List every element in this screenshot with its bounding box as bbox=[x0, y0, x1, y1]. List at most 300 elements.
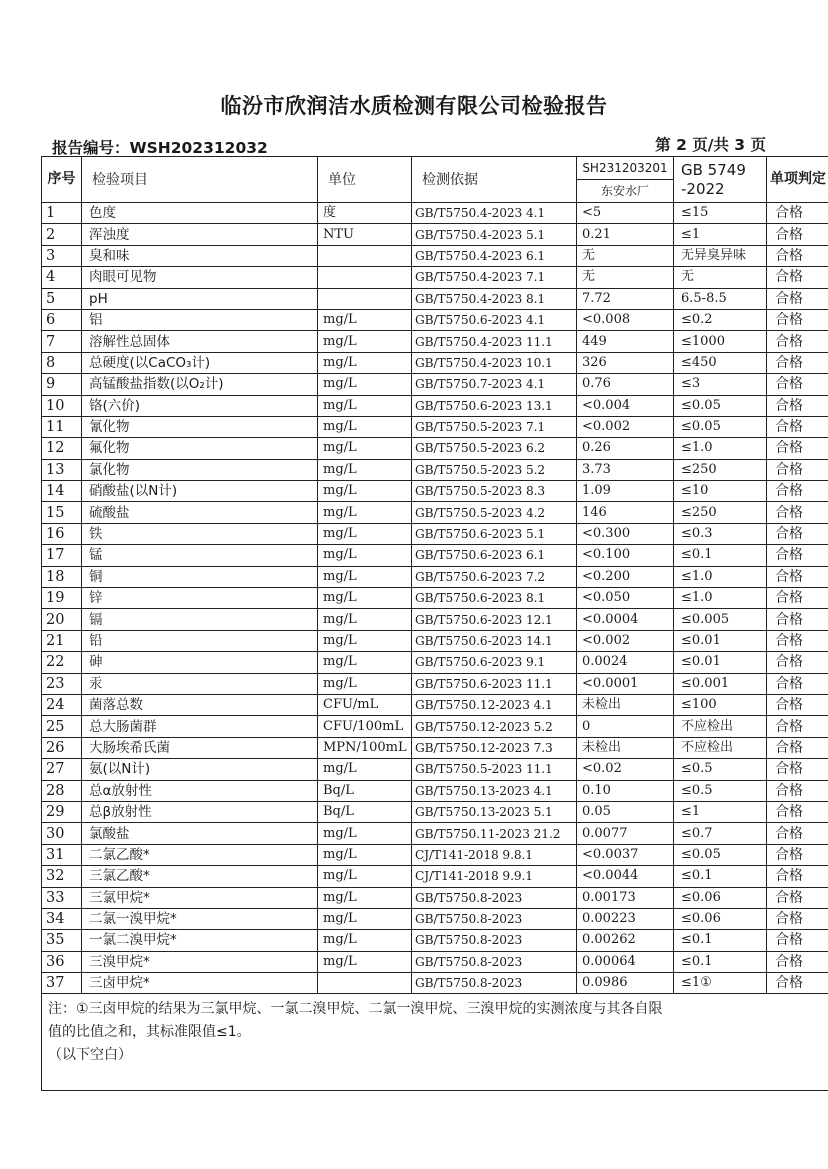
cell-judge: 合格 bbox=[767, 737, 828, 758]
cell-item: 铬(六价) bbox=[82, 395, 318, 416]
cell-unit: mg/L bbox=[318, 930, 412, 951]
cell-seq: 32 bbox=[42, 866, 82, 887]
cell-seq: 15 bbox=[42, 502, 82, 523]
cell-judge: 合格 bbox=[767, 887, 828, 908]
cell-item: 总α放射性 bbox=[82, 780, 318, 801]
cell-item: 锌 bbox=[82, 588, 318, 609]
note-line-3: （以下空白） bbox=[48, 1047, 132, 1064]
table-row bbox=[42, 502, 828, 523]
cell-basis: GB/T5750.4-2023 11.1 bbox=[412, 331, 577, 352]
cell-result: <0.0004 bbox=[577, 609, 674, 630]
cell-seq: 13 bbox=[42, 459, 82, 480]
cell-basis: GB/T5750.8-2023 bbox=[412, 887, 577, 908]
cell-judge: 合格 bbox=[767, 652, 828, 673]
cell-unit: mg/L bbox=[318, 331, 412, 352]
cell-limit: ≤3 bbox=[674, 374, 767, 395]
cell-limit: ≤0.05 bbox=[674, 416, 767, 437]
table-row bbox=[42, 844, 828, 865]
cell-result: 0.00173 bbox=[577, 887, 674, 908]
table-row bbox=[42, 759, 828, 780]
cell-result: 无 bbox=[577, 267, 674, 288]
cell-basis: GB/T5750.4-2023 8.1 bbox=[412, 288, 577, 309]
cell-item: 色度 bbox=[82, 203, 318, 224]
cell-limit: ≤450 bbox=[674, 352, 767, 373]
cell-item: 三卤甲烷* bbox=[82, 973, 318, 994]
cell-seq: 14 bbox=[42, 481, 82, 502]
cell-judge: 合格 bbox=[767, 588, 828, 609]
cell-judge: 合格 bbox=[767, 374, 828, 395]
cell-result: <0.0001 bbox=[577, 673, 674, 694]
cell-unit: CFU/mL bbox=[318, 694, 412, 715]
cell-unit: mg/L bbox=[318, 545, 412, 566]
cell-unit: mg/L bbox=[318, 652, 412, 673]
header-standard bbox=[674, 157, 767, 203]
cell-judge: 合格 bbox=[767, 331, 828, 352]
cell-judge: 合格 bbox=[767, 545, 828, 566]
table-row bbox=[42, 866, 828, 887]
table-row bbox=[42, 395, 828, 416]
cell-result: 0.00064 bbox=[577, 951, 674, 972]
cell-item: 锰 bbox=[82, 545, 318, 566]
cell-basis: GB/T5750.4-2023 10.1 bbox=[412, 352, 577, 373]
cell-judge: 合格 bbox=[767, 459, 828, 480]
cell-item: 总大肠菌群 bbox=[82, 716, 318, 737]
cell-unit bbox=[318, 267, 412, 288]
cell-limit: ≤250 bbox=[674, 459, 767, 480]
cell-result: <0.008 bbox=[577, 309, 674, 330]
table-row bbox=[42, 245, 828, 266]
cell-item: 氯酸盐 bbox=[82, 823, 318, 844]
cell-result: 0.00223 bbox=[577, 908, 674, 929]
report-number: 报告编号：WSH202312032 bbox=[52, 139, 268, 157]
cell-item: 三氯甲烷* bbox=[82, 887, 318, 908]
cell-unit: mg/L bbox=[318, 951, 412, 972]
cell-item: 三溴甲烷* bbox=[82, 951, 318, 972]
cell-limit: ≤1.0 bbox=[674, 588, 767, 609]
note-line-2: 值的比值之和，其标准限值≤1。 bbox=[48, 1024, 251, 1041]
cell-result: 未检出 bbox=[577, 737, 674, 758]
cell-unit: mg/L bbox=[318, 416, 412, 437]
cell-limit: ≤0.06 bbox=[674, 887, 767, 908]
cell-unit: 度 bbox=[318, 203, 412, 224]
cell-judge: 合格 bbox=[767, 566, 828, 587]
cell-basis: GB/T5750.4-2023 6.1 bbox=[412, 245, 577, 266]
cell-seq: 25 bbox=[42, 716, 82, 737]
note-row bbox=[42, 994, 828, 1091]
cell-seq: 30 bbox=[42, 823, 82, 844]
table-row bbox=[42, 887, 828, 908]
cell-limit: 不应检出 bbox=[674, 737, 767, 758]
cell-judge: 合格 bbox=[767, 481, 828, 502]
cell-basis: GB/T5750.6-2023 13.1 bbox=[412, 395, 577, 416]
cell-result: <0.300 bbox=[577, 523, 674, 544]
cell-limit: ≤1 bbox=[674, 801, 767, 822]
table-row bbox=[42, 780, 828, 801]
cell-basis: GB/T5750.6-2023 4.1 bbox=[412, 309, 577, 330]
cell-judge: 合格 bbox=[767, 352, 828, 373]
cell-seq: 20 bbox=[42, 609, 82, 630]
cell-basis: GB/T5750.6-2023 9.1 bbox=[412, 652, 577, 673]
header-sample-name: 东安水厂 bbox=[577, 180, 674, 203]
cell-unit: mg/L bbox=[318, 374, 412, 395]
table-row bbox=[42, 673, 828, 694]
cell-judge: 合格 bbox=[767, 780, 828, 801]
cell-result: 0.0077 bbox=[577, 823, 674, 844]
cell-unit: mg/L bbox=[318, 759, 412, 780]
cell-limit: ≤0.001 bbox=[674, 673, 767, 694]
table-row bbox=[42, 908, 828, 929]
cell-seq: 17 bbox=[42, 545, 82, 566]
cell-limit: 6.5-8.5 bbox=[674, 288, 767, 309]
cell-result: 3.73 bbox=[577, 459, 674, 480]
cell-limit: ≤1① bbox=[674, 973, 767, 994]
cell-limit: ≤10 bbox=[674, 481, 767, 502]
cell-unit: mg/L bbox=[318, 523, 412, 544]
cell-limit: 无异臭异味 bbox=[674, 245, 767, 266]
cell-judge: 合格 bbox=[767, 823, 828, 844]
cell-judge: 合格 bbox=[767, 224, 828, 245]
cell-item: 臭和味 bbox=[82, 245, 318, 266]
cell-limit: ≤250 bbox=[674, 502, 767, 523]
cell-limit: ≤1.0 bbox=[674, 566, 767, 587]
table-row bbox=[42, 973, 828, 994]
cell-result: 1.09 bbox=[577, 481, 674, 502]
cell-basis: GB/T5750.5-2023 6.2 bbox=[412, 438, 577, 459]
cell-seq: 2 bbox=[42, 224, 82, 245]
cell-unit: mg/L bbox=[318, 352, 412, 373]
cell-judge: 合格 bbox=[767, 630, 828, 651]
cell-judge: 合格 bbox=[767, 267, 828, 288]
results-body bbox=[42, 203, 828, 994]
cell-unit: mg/L bbox=[318, 395, 412, 416]
cell-limit: ≤0.5 bbox=[674, 780, 767, 801]
cell-item: 菌落总数 bbox=[82, 694, 318, 715]
cell-result: <0.0037 bbox=[577, 844, 674, 865]
cell-unit: mg/L bbox=[318, 630, 412, 651]
cell-result: 无 bbox=[577, 245, 674, 266]
table-row bbox=[42, 481, 828, 502]
cell-unit: mg/L bbox=[318, 844, 412, 865]
table-row bbox=[42, 523, 828, 544]
cell-seq: 23 bbox=[42, 673, 82, 694]
results-table bbox=[41, 156, 828, 1091]
cell-item: 镉 bbox=[82, 609, 318, 630]
cell-basis: GB/T5750.5-2023 5.2 bbox=[412, 459, 577, 480]
cell-judge: 合格 bbox=[767, 801, 828, 822]
cell-unit: mg/L bbox=[318, 309, 412, 330]
table-row bbox=[42, 588, 828, 609]
table-row bbox=[42, 374, 828, 395]
cell-item: 铝 bbox=[82, 309, 318, 330]
table-row bbox=[42, 930, 828, 951]
header-unit: 单位 bbox=[318, 157, 412, 203]
cell-judge: 合格 bbox=[767, 416, 828, 437]
cell-judge: 合格 bbox=[767, 844, 828, 865]
cell-limit: ≤0.1 bbox=[674, 951, 767, 972]
cell-seq: 3 bbox=[42, 245, 82, 266]
cell-unit bbox=[318, 245, 412, 266]
cell-seq: 18 bbox=[42, 566, 82, 587]
cell-limit: ≤0.005 bbox=[674, 609, 767, 630]
table-row bbox=[42, 716, 828, 737]
cell-seq: 22 bbox=[42, 652, 82, 673]
cell-limit: ≤0.06 bbox=[674, 908, 767, 929]
cell-judge: 合格 bbox=[767, 908, 828, 929]
table-row bbox=[42, 309, 828, 330]
cell-result: 0.0024 bbox=[577, 652, 674, 673]
cell-basis: GB/T5750.5-2023 4.2 bbox=[412, 502, 577, 523]
cell-unit: Bq/L bbox=[318, 780, 412, 801]
cell-judge: 合格 bbox=[767, 395, 828, 416]
cell-basis: GB/T5750.6-2023 7.2 bbox=[412, 566, 577, 587]
cell-unit: NTU bbox=[318, 224, 412, 245]
cell-seq: 28 bbox=[42, 780, 82, 801]
cell-seq: 4 bbox=[42, 267, 82, 288]
table-row bbox=[42, 288, 828, 309]
cell-unit: mg/L bbox=[318, 673, 412, 694]
cell-result: 0.0986 bbox=[577, 973, 674, 994]
cell-result: 未检出 bbox=[577, 694, 674, 715]
header-standard-line1: GB 5749 bbox=[681, 160, 746, 179]
table-row bbox=[42, 459, 828, 480]
cell-item: 铜 bbox=[82, 566, 318, 587]
cell-result: <0.200 bbox=[577, 566, 674, 587]
cell-limit: ≤100 bbox=[674, 694, 767, 715]
cell-result: 0.26 bbox=[577, 438, 674, 459]
table-row bbox=[42, 630, 828, 651]
table-row bbox=[42, 438, 828, 459]
cell-judge: 合格 bbox=[767, 309, 828, 330]
cell-unit bbox=[318, 973, 412, 994]
header-basis: 检测依据 bbox=[412, 157, 577, 203]
cell-basis: GB/T5750.5-2023 7.1 bbox=[412, 416, 577, 437]
cell-item: 总硬度(以CaCO₃计) bbox=[82, 352, 318, 373]
cell-limit: ≤15 bbox=[674, 203, 767, 224]
cell-seq: 29 bbox=[42, 801, 82, 822]
table-row bbox=[42, 224, 828, 245]
table-row bbox=[42, 566, 828, 587]
cell-result: <5 bbox=[577, 203, 674, 224]
cell-unit: mg/L bbox=[318, 823, 412, 844]
cell-result: 0.10 bbox=[577, 780, 674, 801]
cell-item: 铁 bbox=[82, 523, 318, 544]
cell-limit: ≤0.2 bbox=[674, 309, 767, 330]
cell-unit: mg/L bbox=[318, 588, 412, 609]
cell-item: 砷 bbox=[82, 652, 318, 673]
cell-basis: GB/T5750.8-2023 bbox=[412, 908, 577, 929]
cell-judge: 合格 bbox=[767, 673, 828, 694]
cell-item: 硫酸盐 bbox=[82, 502, 318, 523]
cell-item: 浑浊度 bbox=[82, 224, 318, 245]
cell-seq: 8 bbox=[42, 352, 82, 373]
cell-basis: GB/T5750.5-2023 11.1 bbox=[412, 759, 577, 780]
cell-seq: 1 bbox=[42, 203, 82, 224]
table-row bbox=[42, 652, 828, 673]
cell-result: <0.002 bbox=[577, 416, 674, 437]
table-row bbox=[42, 737, 828, 758]
cell-result: <0.050 bbox=[577, 588, 674, 609]
cell-basis: GB/T5750.6-2023 6.1 bbox=[412, 545, 577, 566]
cell-judge: 合格 bbox=[767, 866, 828, 887]
cell-item: 总β放射性 bbox=[82, 801, 318, 822]
cell-basis: GB/T5750.12-2023 4.1 bbox=[412, 694, 577, 715]
cell-judge: 合格 bbox=[767, 716, 828, 737]
cell-unit: CFU/100mL bbox=[318, 716, 412, 737]
cell-result: 449 bbox=[577, 331, 674, 352]
cell-seq: 6 bbox=[42, 309, 82, 330]
cell-basis: GB/T5750.4-2023 4.1 bbox=[412, 203, 577, 224]
cell-result: 0 bbox=[577, 716, 674, 737]
table-row bbox=[42, 267, 828, 288]
cell-result: 7.72 bbox=[577, 288, 674, 309]
cell-judge: 合格 bbox=[767, 973, 828, 994]
cell-seq: 31 bbox=[42, 844, 82, 865]
cell-limit: ≤0.05 bbox=[674, 395, 767, 416]
table-row bbox=[42, 352, 828, 373]
cell-seq: 16 bbox=[42, 523, 82, 544]
cell-seq: 5 bbox=[42, 288, 82, 309]
note bbox=[42, 994, 828, 1091]
header-item: 检验项目 bbox=[82, 157, 318, 203]
cell-item: 高锰酸盐指数(以O₂计) bbox=[82, 374, 318, 395]
cell-limit: ≤0.05 bbox=[674, 844, 767, 865]
cell-item: pH bbox=[82, 288, 318, 309]
cell-basis: GB/T5750.8-2023 bbox=[412, 973, 577, 994]
cell-basis: CJ/T141-2018 9.9.1 bbox=[412, 866, 577, 887]
cell-judge: 合格 bbox=[767, 288, 828, 309]
table-row bbox=[42, 203, 828, 224]
cell-item: 一氯二溴甲烷* bbox=[82, 930, 318, 951]
cell-item: 三氯乙酸* bbox=[82, 866, 318, 887]
cell-limit: ≤0.1 bbox=[674, 930, 767, 951]
cell-judge: 合格 bbox=[767, 694, 828, 715]
cell-limit: ≤0.1 bbox=[674, 545, 767, 566]
cell-basis: CJ/T141-2018 9.8.1 bbox=[412, 844, 577, 865]
cell-unit: mg/L bbox=[318, 566, 412, 587]
cell-result: 0.05 bbox=[577, 801, 674, 822]
cell-judge: 合格 bbox=[767, 502, 828, 523]
table-row bbox=[42, 951, 828, 972]
cell-judge: 合格 bbox=[767, 930, 828, 951]
cell-item: 二氯一溴甲烷* bbox=[82, 908, 318, 929]
cell-seq: 9 bbox=[42, 374, 82, 395]
table-row bbox=[42, 801, 828, 822]
cell-result: <0.004 bbox=[577, 395, 674, 416]
cell-item: 大肠埃希氏菌 bbox=[82, 737, 318, 758]
header-judge: 单项判定 bbox=[767, 157, 828, 203]
cell-basis: GB/T5750.4-2023 5.1 bbox=[412, 224, 577, 245]
cell-judge: 合格 bbox=[767, 759, 828, 780]
cell-basis: GB/T5750.12-2023 7.3 bbox=[412, 737, 577, 758]
table-row bbox=[42, 609, 828, 630]
cell-unit: mg/L bbox=[318, 908, 412, 929]
cell-limit: 无 bbox=[674, 267, 767, 288]
cell-item: 氟化物 bbox=[82, 438, 318, 459]
cell-unit: mg/L bbox=[318, 887, 412, 908]
cell-result: <0.100 bbox=[577, 545, 674, 566]
cell-item: 氨(以N计) bbox=[82, 759, 318, 780]
cell-unit: mg/L bbox=[318, 609, 412, 630]
cell-result: 0.76 bbox=[577, 374, 674, 395]
cell-judge: 合格 bbox=[767, 609, 828, 630]
table-row bbox=[42, 545, 828, 566]
cell-basis: GB/T5750.7-2023 4.1 bbox=[412, 374, 577, 395]
cell-basis: GB/T5750.11-2023 21.2 bbox=[412, 823, 577, 844]
cell-seq: 35 bbox=[42, 930, 82, 951]
cell-item: 氰化物 bbox=[82, 416, 318, 437]
cell-limit: ≤0.5 bbox=[674, 759, 767, 780]
cell-basis: GB/T5750.8-2023 bbox=[412, 930, 577, 951]
header-sample-id: SH231203201 bbox=[577, 157, 674, 180]
table-row bbox=[42, 416, 828, 437]
header-row-1 bbox=[42, 157, 828, 180]
cell-judge: 合格 bbox=[767, 523, 828, 544]
cell-seq: 37 bbox=[42, 973, 82, 994]
cell-basis: GB/T5750.4-2023 7.1 bbox=[412, 267, 577, 288]
cell-limit: ≤0.01 bbox=[674, 630, 767, 651]
cell-item: 二氯乙酸* bbox=[82, 844, 318, 865]
cell-result: 146 bbox=[577, 502, 674, 523]
cell-judge: 合格 bbox=[767, 951, 828, 972]
cell-seq: 36 bbox=[42, 951, 82, 972]
cell-basis: GB/T5750.6-2023 11.1 bbox=[412, 673, 577, 694]
cell-limit: ≤0.01 bbox=[674, 652, 767, 673]
cell-seq: 34 bbox=[42, 908, 82, 929]
cell-seq: 11 bbox=[42, 416, 82, 437]
cell-result: <0.002 bbox=[577, 630, 674, 651]
cell-unit: MPN/100mL bbox=[318, 737, 412, 758]
cell-judge: 合格 bbox=[767, 438, 828, 459]
header-standard-line2: -2022 bbox=[681, 179, 725, 198]
cell-unit: mg/L bbox=[318, 866, 412, 887]
cell-unit: mg/L bbox=[318, 459, 412, 480]
cell-basis: GB/T5750.12-2023 5.2 bbox=[412, 716, 577, 737]
table-row bbox=[42, 694, 828, 715]
cell-item: 氯化物 bbox=[82, 459, 318, 480]
page-indicator: 第 2 页/共 3 页 bbox=[655, 136, 766, 154]
cell-seq: 27 bbox=[42, 759, 82, 780]
cell-judge: 合格 bbox=[767, 203, 828, 224]
cell-basis: GB/T5750.8-2023 bbox=[412, 951, 577, 972]
cell-seq: 7 bbox=[42, 331, 82, 352]
cell-unit: mg/L bbox=[318, 438, 412, 459]
cell-limit: ≤1000 bbox=[674, 331, 767, 352]
cell-judge: 合格 bbox=[767, 245, 828, 266]
cell-basis: GB/T5750.6-2023 8.1 bbox=[412, 588, 577, 609]
cell-basis: GB/T5750.13-2023 4.1 bbox=[412, 780, 577, 801]
cell-item: 汞 bbox=[82, 673, 318, 694]
table-row bbox=[42, 823, 828, 844]
cell-item: 铅 bbox=[82, 630, 318, 651]
cell-basis: GB/T5750.6-2023 5.1 bbox=[412, 523, 577, 544]
cell-result: 0.21 bbox=[577, 224, 674, 245]
header-seq: 序号 bbox=[42, 157, 82, 203]
cell-limit: ≤1.0 bbox=[674, 438, 767, 459]
report-title: 临汾市欣润洁水质检测有限公司检验报告 bbox=[220, 94, 608, 118]
cell-basis: GB/T5750.6-2023 12.1 bbox=[412, 609, 577, 630]
cell-limit: 不应检出 bbox=[674, 716, 767, 737]
cell-result: <0.02 bbox=[577, 759, 674, 780]
cell-seq: 24 bbox=[42, 694, 82, 715]
cell-result: <0.0044 bbox=[577, 866, 674, 887]
cell-limit: ≤0.7 bbox=[674, 823, 767, 844]
table-row bbox=[42, 331, 828, 352]
cell-basis: GB/T5750.5-2023 8.3 bbox=[412, 481, 577, 502]
cell-unit: mg/L bbox=[318, 502, 412, 523]
cell-unit bbox=[318, 288, 412, 309]
cell-seq: 19 bbox=[42, 588, 82, 609]
cell-limit: ≤0.1 bbox=[674, 866, 767, 887]
